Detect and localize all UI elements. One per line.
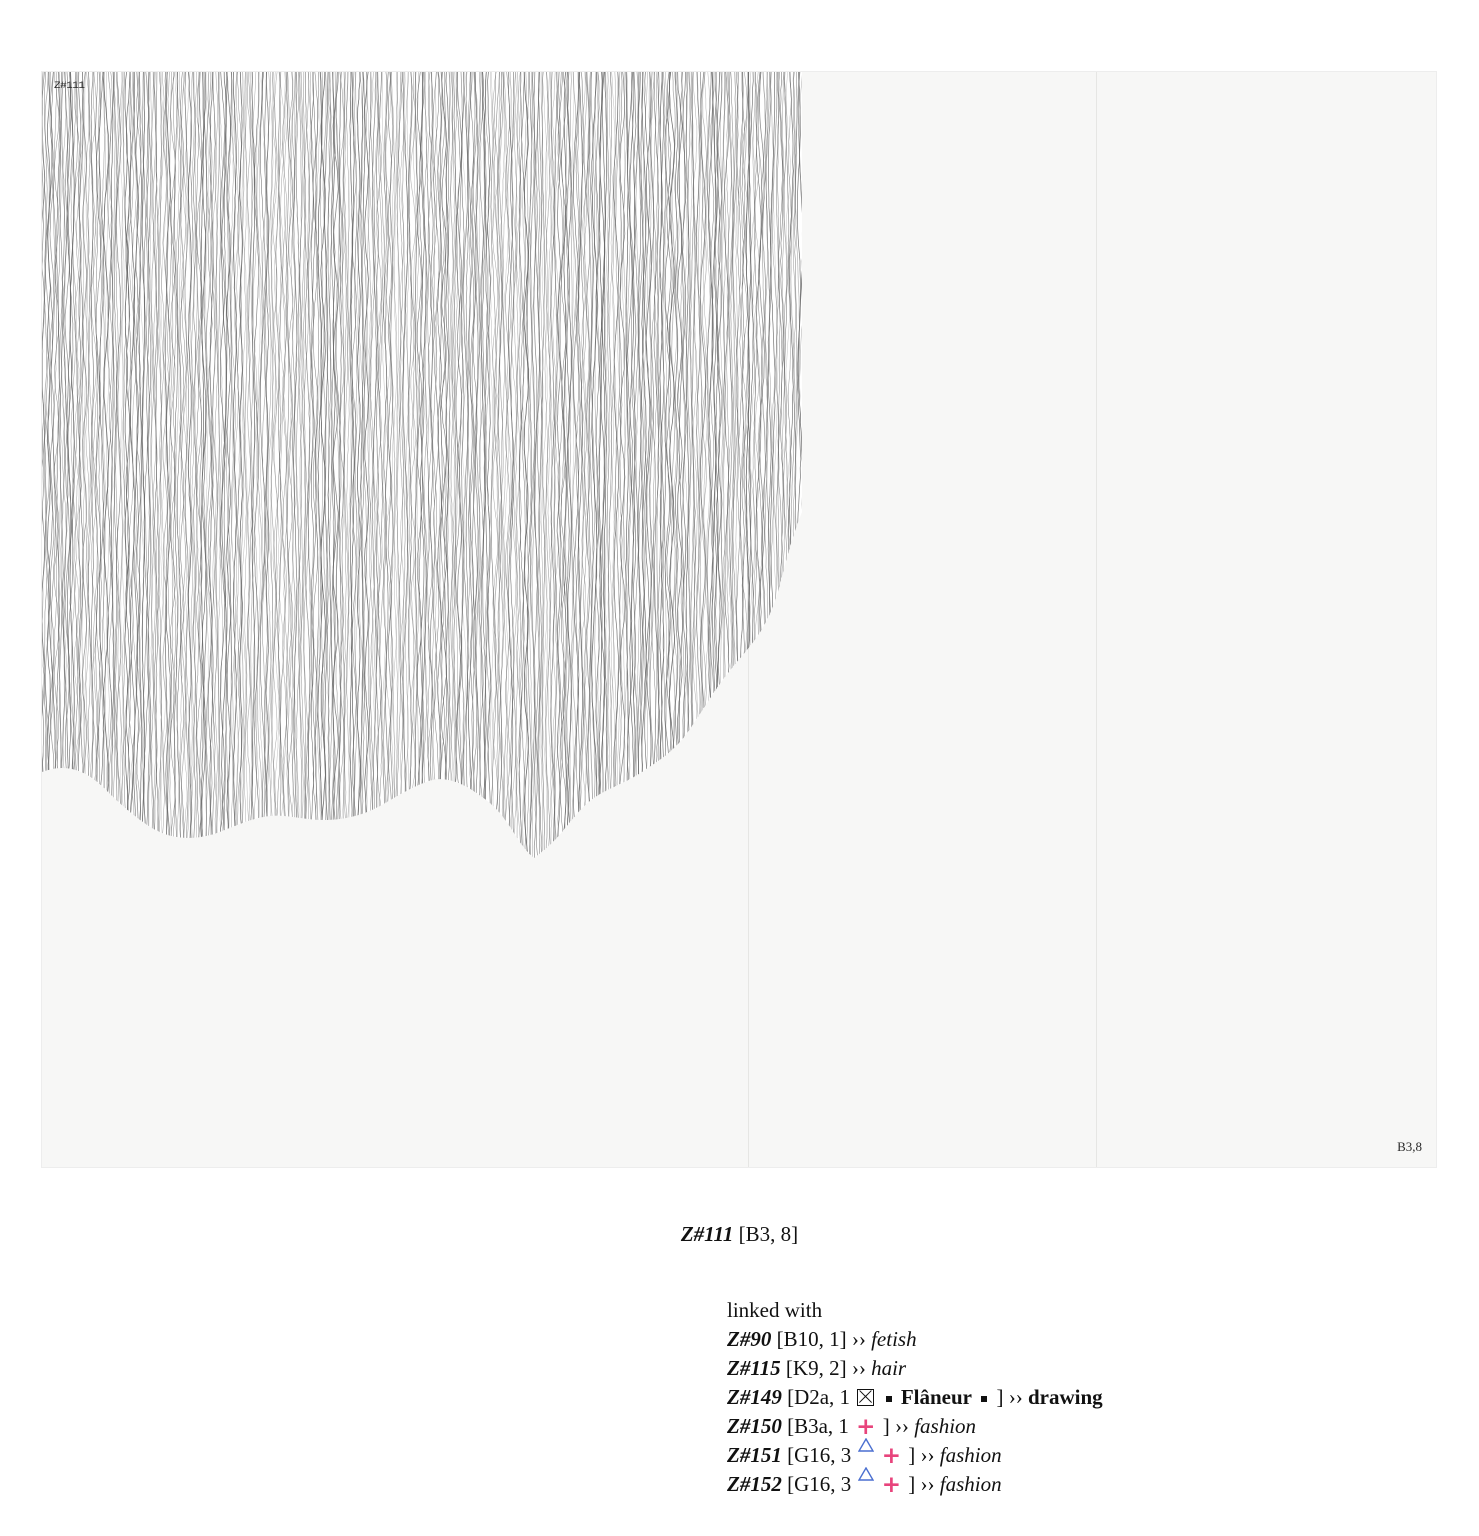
entry-signature: Z#150 bbox=[727, 1414, 782, 1438]
triangle-icon bbox=[858, 1480, 874, 1493]
list-item[interactable] bbox=[727, 1354, 1103, 1383]
entry-arrow: ›› bbox=[1008, 1385, 1023, 1409]
list-item[interactable] bbox=[727, 1325, 1103, 1354]
entry-reference: [G16, 3 bbox=[787, 1472, 852, 1496]
list-item[interactable] bbox=[727, 1441, 1103, 1470]
entry-tag: fashion bbox=[939, 1443, 1002, 1467]
caption-signature: Z#111 bbox=[680, 1222, 734, 1246]
entry-arrow: ›› bbox=[851, 1327, 866, 1351]
entry-reference: [B10, 1] bbox=[776, 1327, 847, 1351]
entry-tag: fashion bbox=[914, 1414, 977, 1438]
entry-reference: [B3a, 1 bbox=[787, 1414, 849, 1438]
list-item[interactable] bbox=[727, 1383, 1103, 1412]
entry-reference: [K9, 2] bbox=[785, 1356, 847, 1380]
entry-signature: Z#149 bbox=[727, 1385, 782, 1409]
list-item[interactable] bbox=[727, 1412, 1103, 1441]
entry-tag: hair bbox=[871, 1356, 907, 1380]
list-item[interactable] bbox=[727, 1470, 1103, 1499]
plate-caption bbox=[0, 1222, 1479, 1247]
crossed-box-icon bbox=[857, 1389, 874, 1406]
entry-signature: Z#115 bbox=[727, 1356, 781, 1380]
entry-signature: Z#90 bbox=[727, 1327, 772, 1351]
entry-reference-close: ] bbox=[882, 1414, 890, 1438]
plus-icon: + bbox=[881, 1472, 902, 1498]
entry-tag: drawing bbox=[1027, 1385, 1103, 1409]
plate-page-label: B3,8 bbox=[1397, 1139, 1422, 1154]
hatching-drawing bbox=[42, 72, 802, 872]
entry-reference: [G16, 3 bbox=[787, 1443, 852, 1467]
entry-arrow: ›› bbox=[920, 1472, 935, 1496]
entry-tag: fashion bbox=[939, 1472, 1002, 1496]
artwork-plate bbox=[42, 72, 1436, 1167]
filled-square-icon bbox=[981, 1396, 987, 1402]
entry-tag: fetish bbox=[871, 1327, 917, 1351]
entry-reference-close: ] bbox=[996, 1385, 1004, 1409]
plus-icon: + bbox=[856, 1414, 876, 1440]
triangle-icon bbox=[858, 1451, 874, 1464]
entry-inner-text: Flâneur bbox=[900, 1385, 972, 1409]
entry-signature: Z#152 bbox=[727, 1472, 782, 1496]
plate-corner-label: Z#111 bbox=[54, 80, 85, 92]
sheet-seam-right bbox=[1096, 72, 1097, 1167]
entry-reference-close: ] bbox=[908, 1443, 916, 1467]
caption-reference: [B3, 8] bbox=[738, 1222, 799, 1246]
linked-with-block bbox=[727, 1296, 1103, 1499]
entry-arrow: ›› bbox=[920, 1443, 935, 1467]
entry-signature: Z#151 bbox=[727, 1443, 782, 1467]
plus-icon: + bbox=[881, 1443, 902, 1469]
filled-square-icon bbox=[886, 1396, 892, 1402]
entry-arrow: ›› bbox=[851, 1356, 866, 1380]
linked-with-heading: linked with bbox=[727, 1298, 823, 1322]
entry-reference: [D2a, 1 bbox=[787, 1385, 851, 1409]
entry-reference-close: ] bbox=[908, 1472, 916, 1496]
entry-arrow: ›› bbox=[894, 1414, 909, 1438]
